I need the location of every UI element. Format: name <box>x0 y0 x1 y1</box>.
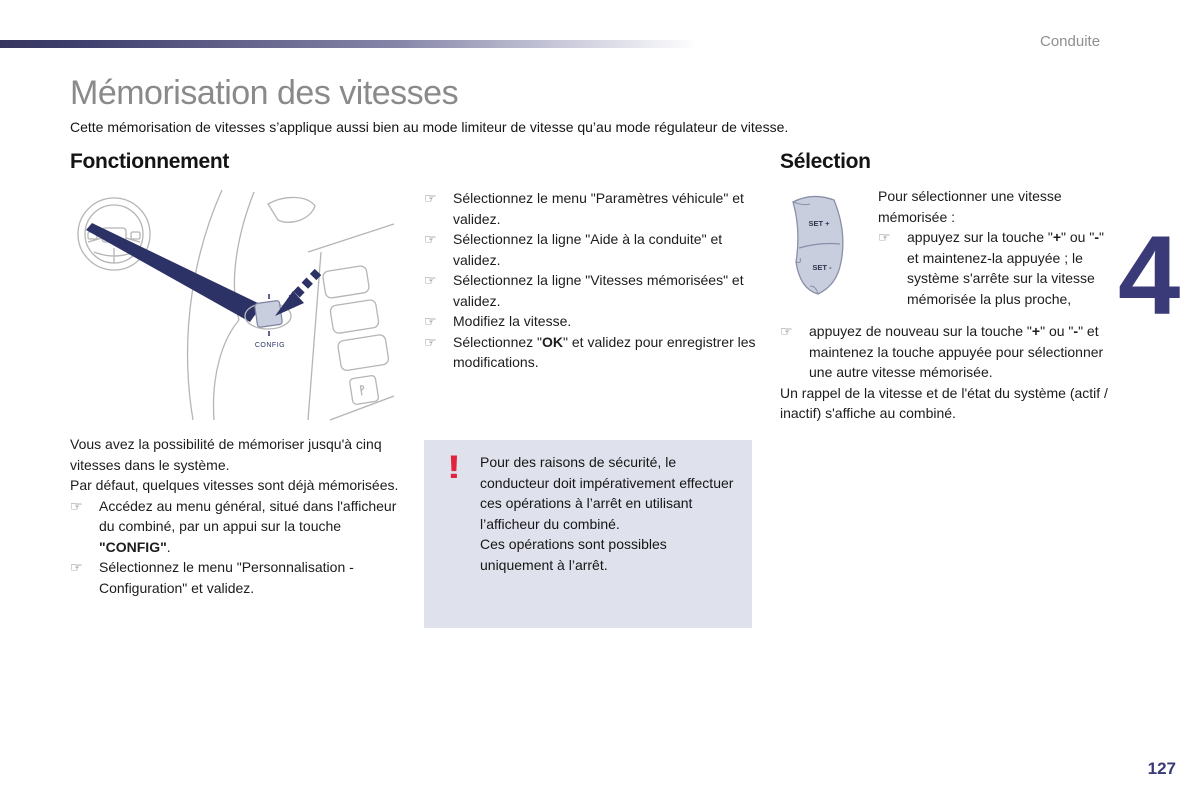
step-text: appuyez sur la touche "+" ou "-" et maintenez-la appuyée ; le système s'arrête sur la vitesse mémorisée la plus proche, <box>907 229 1104 307</box>
fonctionnement-steps-left <box>70 496 404 599</box>
selection-note: Un rappel de la vitesse et de l'état du système (actif / inactif) s'affiche au combiné. <box>780 384 1108 421</box>
page-number: 127 <box>1147 759 1176 778</box>
pointing-hand-icon: ☞ <box>424 231 437 247</box>
chapter-number: 4 <box>1118 213 1181 338</box>
selection-column <box>780 186 1114 424</box>
pointing-hand-icon: ☞ <box>780 323 793 339</box>
pointing-hand-icon: ☞ <box>70 497 83 514</box>
header-section-label: Conduite <box>1040 33 1101 50</box>
fonctionnement-steps-middle-wrap <box>424 188 764 373</box>
step-text: Sélectionnez la ligne "Aide à la conduite" et validez. <box>453 231 723 268</box>
config-button-label: CONFIG <box>254 342 286 349</box>
instruction-step <box>70 557 404 598</box>
step-text: appuyez de nouveau sur la touche "+" ou "-" et maintenez la touche appuyée pour sélectionner une autre vitesse mémorisée. <box>809 323 1104 380</box>
instruction-step <box>70 496 404 558</box>
step-text: Sélectionnez le menu "Personnalisation - Configuration" et validez. <box>99 559 354 596</box>
selection-steps-below <box>780 321 1114 383</box>
steering-wheel-svg <box>72 190 396 422</box>
fonctionnement-text <box>70 434 404 598</box>
step-text: Sélectionnez la ligne "Vitesses mémorisées" et validez. <box>453 272 744 309</box>
selection-steps-beside <box>878 227 1114 309</box>
set-minus-label: SET - <box>812 263 832 272</box>
selection-intro: Pour sélectionner une vitesse mémorisée : <box>878 188 1062 225</box>
step-text: Sélectionnez le menu "Paramètres véhicule" et validez. <box>453 190 744 227</box>
paragraph: Vous avez la possibilité de mémoriser jusqu'à cinq vitesses dans le système. <box>70 436 382 473</box>
paragraph: Par défaut, quelques vitesses sont déjà mémorisées. <box>70 477 399 493</box>
fonctionnement-steps-middle <box>424 188 764 373</box>
step-text: Accédez au menu général, situé dans l'afficheur du combiné, par un appui sur la touche "CONFIG". <box>99 497 397 555</box>
page-title: Mémorisation des vitesses <box>70 74 459 112</box>
pointing-hand-icon: ☞ <box>424 272 437 288</box>
pointing-hand-icon: ☞ <box>70 559 83 575</box>
warning-exclamation-icon: ! <box>446 449 462 485</box>
header-gradient-bar <box>0 40 720 48</box>
instruction-step <box>424 332 764 373</box>
heading-fonctionnement: Fonctionnement <box>70 150 230 173</box>
step-text: Modifiez la vitesse. <box>453 313 572 329</box>
instruction-step <box>780 321 1114 383</box>
instruction-step <box>424 270 764 311</box>
heading-selection: Sélection <box>780 150 871 173</box>
page-subtitle: Cette mémorisation de vitesses s’applique aussi bien au mode limiteur de vitesse qu’au mode régulateur de vitesse. <box>70 119 789 135</box>
safety-warning-box <box>424 440 752 628</box>
pointing-hand-icon: ☞ <box>424 313 437 329</box>
set-rocker-svg <box>780 192 858 300</box>
steering-wheel-illustration <box>72 190 396 422</box>
set-rocker-illustration <box>780 186 862 306</box>
instruction-step <box>424 229 764 270</box>
instruction-step <box>878 227 1114 309</box>
paragraph: Pour des raisons de sécurité, le conducteur doit impérativement effectuer ces opérations à l’arrêt en utilisant l’afficheur du combiné. <box>480 454 734 532</box>
warning-text <box>478 452 738 616</box>
selection-intro-block <box>878 186 1114 309</box>
instruction-step <box>424 311 764 332</box>
pointing-hand-icon: ☞ <box>878 229 891 245</box>
fonctionnement-intro <box>70 434 404 496</box>
pointing-hand-icon: ☞ <box>424 190 437 206</box>
step-text: Sélectionnez "OK" et validez pour enregistrer les modifications. <box>453 333 756 370</box>
instruction-step <box>424 188 764 229</box>
set-plus-label: SET + <box>808 219 830 228</box>
callout-wedge <box>86 223 262 322</box>
pointing-hand-icon: ☞ <box>424 333 437 350</box>
paragraph: Ces opérations sont possibles uniquement à l’arrêt. <box>480 536 667 573</box>
